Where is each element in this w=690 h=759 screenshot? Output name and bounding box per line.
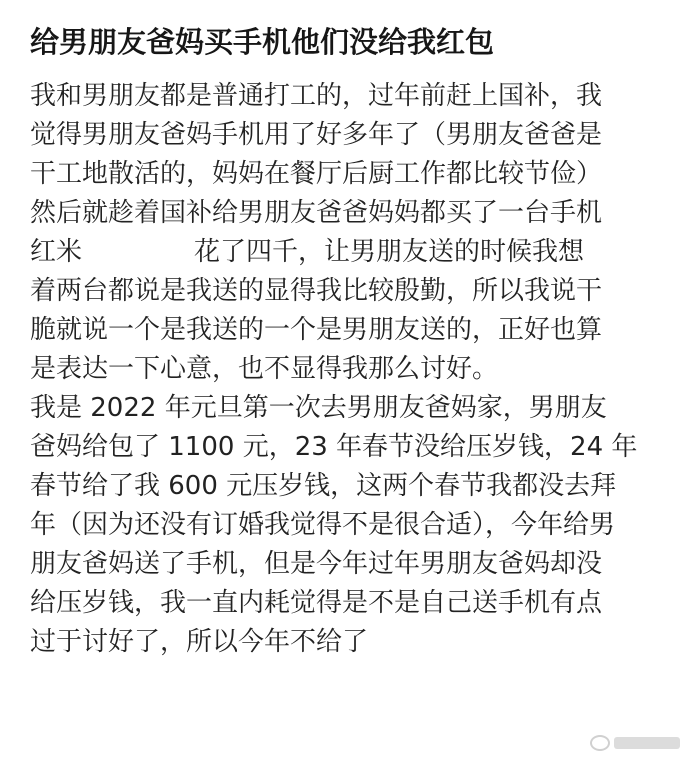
post-body-line: 干工地散活的，妈妈在餐厅后厨工作都比较节俭） — [30, 159, 603, 189]
post-body-line: 然后就趁着国补给男朋友爸爸妈妈都买了一台手机 — [30, 198, 603, 228]
post-body-line: 过于讨好了，所以今年不给了 — [30, 627, 369, 657]
post-body-line: 给压岁钱，我一直内耗觉得是不是自己送手机有点 — [30, 588, 603, 618]
post-body-line-with-gap — [30, 234, 584, 270]
post-body-text: 花了四千，让男朋友送的时候我想 — [194, 237, 585, 267]
post-body-line: 我是 2022 年元旦第一次去男朋友爸妈家，男朋友 — [30, 393, 607, 423]
weibo-logo-icon — [590, 735, 610, 751]
post-body-line: 年（因为还没有订婚我觉得不是很合适），今年给男 — [30, 510, 616, 540]
post-body-line: 着两台都说是我送的显得我比较殷勤，所以我说干 — [30, 276, 603, 306]
post-title: 给男朋友爸妈买手机他们没给我红包 — [30, 25, 495, 59]
watermark-text — [614, 737, 680, 749]
post-body-line: 我和男朋友都是普通打工的，过年前赶上国补，我 — [30, 81, 603, 111]
post-body-text: 红米 — [30, 237, 83, 267]
post-body-line: 是表达一下心意，也不显得我那么讨好。 — [30, 354, 499, 384]
post-body-line: 觉得男朋友爸妈手机用了好多年了（男朋友爸爸是 — [30, 120, 603, 150]
post-body-line: 朋友爸妈送了手机，但是今年过年男朋友爸妈却没 — [30, 549, 603, 579]
post-body-line: 爸妈给包了 1100 元，23 年春节没给压岁钱，24 年 — [30, 432, 638, 462]
post-body-line: 脆就说一个是我送的一个是男朋友送的，正好也算 — [30, 315, 603, 345]
post-body-line: 春节给了我 600 元压岁钱，这两个春节我都没去拜 — [30, 471, 617, 501]
watermark — [590, 735, 680, 751]
